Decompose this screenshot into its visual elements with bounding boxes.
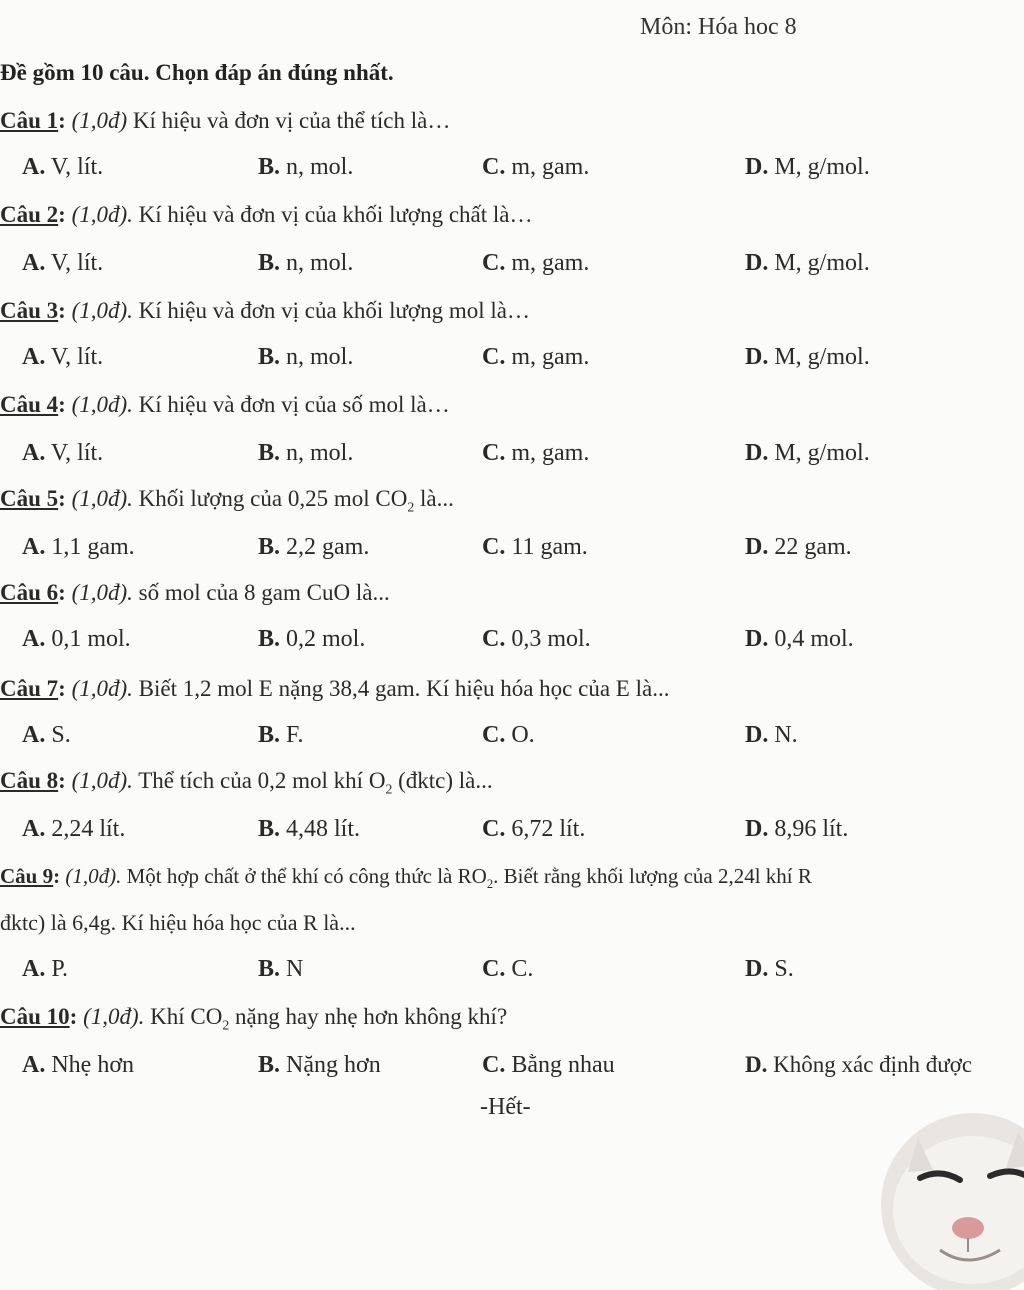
question-points: (1,0đ). <box>71 580 133 605</box>
option-c[interactable]: C. Bằng nhau <box>482 1052 615 1078</box>
question-text: Thể tích của 0,2 mol khí O <box>132 768 386 793</box>
option-d[interactable]: D. M, g/mol. <box>745 154 870 180</box>
question-text: Khí CO <box>144 1004 223 1029</box>
question-9-continuation: đktc) là 6,4g. Kí hiệu hóa học của R là... <box>0 910 356 935</box>
question-points: (1,0đ). <box>71 298 133 323</box>
question-number: Câu 1 <box>0 108 59 133</box>
question-6: Câu 6: (1,0đ). số mol của 8 gam CuO là... <box>0 580 390 605</box>
option-a[interactable]: A. V, lít. <box>22 344 104 370</box>
question-number: Câu 9 <box>0 864 54 888</box>
question-text: Kí hiệu và đơn vị của khối lượng mol là… <box>132 298 530 323</box>
question-10: Câu 10: (1,0đ). Khí $CO_2$ nặng hay nhẹ hơn không khí? <box>0 1004 508 1033</box>
option-a[interactable]: A. V, lít. <box>22 154 104 180</box>
option-d[interactable]: D. 0,4 mol. <box>745 626 854 652</box>
question-text: Kí hiệu và đơn vị của thể tích là… <box>127 108 451 133</box>
question-number: Câu 2 <box>0 202 59 227</box>
question-text: Kí hiệu và đơn vị của khối lượng chất là… <box>132 202 533 227</box>
option-d[interactable]: D. S. <box>745 956 794 982</box>
option-d[interactable]: D. 8,96 lít. <box>745 816 849 842</box>
question-points: (1,0đ). <box>65 864 122 888</box>
option-a[interactable]: A. Nhẹ hơn <box>22 1052 135 1078</box>
question-number: Câu 10 <box>0 1004 70 1029</box>
option-c[interactable]: C. m, gam. <box>482 154 590 180</box>
option-d[interactable]: D. Không xác định được <box>745 1052 973 1077</box>
option-d[interactable]: D. M, g/mol. <box>745 344 870 370</box>
question-8: Câu 8: (1,0đ). Thể tích của 0,2 mol khí $O_2$ (đktc) là... <box>0 768 493 797</box>
option-c[interactable]: C. m, gam. <box>482 250 590 276</box>
question-points: (1,0đ). <box>71 392 133 417</box>
option-b[interactable]: B. N <box>258 956 304 982</box>
option-b[interactable]: B. 4,48 lít. <box>258 816 361 842</box>
option-d[interactable]: D. M, g/mol. <box>745 250 870 276</box>
option-b[interactable]: B. n, mol. <box>258 344 354 370</box>
option-c[interactable]: C. 11 gam. <box>482 534 588 560</box>
question-number: Câu 4 <box>0 392 59 417</box>
question-text: Kí hiệu và đơn vị của số mol là… <box>132 392 450 417</box>
option-b[interactable]: B. F. <box>258 722 304 748</box>
option-c[interactable]: C. m, gam. <box>482 344 590 370</box>
instruction-text: Đề gồm 10 câu. Chọn đáp án đúng nhất. <box>0 60 394 85</box>
question-5: Câu 5: (1,0đ). Khối lượng của 0,25 mol $CO_2$ là... <box>0 486 454 515</box>
question-points: (1,0đ). <box>71 486 133 511</box>
question-points: (1,0đ). <box>71 676 133 701</box>
question-number: Câu 7 <box>0 676 59 701</box>
question-4: Câu 4: (1,0đ). Kí hiệu và đơn vị của số mol là… <box>0 392 450 417</box>
option-c[interactable]: C. O. <box>482 722 535 748</box>
question-text: số mol của 8 gam CuO là... <box>132 580 390 605</box>
end-marker: -Hết- <box>480 1094 531 1120</box>
option-d[interactable]: D. N. <box>745 722 798 748</box>
option-b[interactable]: B. n, mol. <box>258 440 354 466</box>
option-b[interactable]: B. n, mol. <box>258 154 354 180</box>
question-number: Câu 8 <box>0 768 59 793</box>
option-a[interactable]: A. V, lít. <box>22 250 104 276</box>
question-text: Biết 1,2 mol E nặng 38,4 gam. Kí hiệu hóa học của E là... <box>132 676 670 701</box>
option-b[interactable]: B. 2,2 gam. <box>258 534 370 560</box>
option-a[interactable]: A. 2,24 lít. <box>22 816 126 842</box>
option-a[interactable]: A. V, lít. <box>22 440 104 466</box>
question-1: Câu 1: (1,0đ) Kí hiệu và đơn vị của thể tích là… <box>0 108 451 133</box>
question-points: (1,0đ). <box>71 768 133 793</box>
subject-label: Môn: Hóa hoc 8 <box>640 14 797 40</box>
option-b[interactable]: B. 0,2 mol. <box>258 626 366 652</box>
question-points: (1,0đ). <box>71 202 133 227</box>
question-7: Câu 7: (1,0đ). Biết 1,2 mol E nặng 38,4 gam. Kí hiệu hóa học của E là... <box>0 676 670 701</box>
cat-sticker-image <box>878 1110 1024 1290</box>
question-number: Câu 6 <box>0 580 59 605</box>
question-number: Câu 5 <box>0 486 59 511</box>
option-b[interactable]: B. n, mol. <box>258 250 354 276</box>
option-a[interactable]: A. 1,1 gam. <box>22 534 135 560</box>
question-3: Câu 3: (1,0đ). Kí hiệu và đơn vị của khối lượng mol là… <box>0 298 530 323</box>
question-points: (1,0đ) <box>71 108 128 133</box>
question-text: Một hợp chất ở thể khí có công thức là RO <box>121 864 487 888</box>
option-b[interactable]: B. Nặng hơn <box>258 1052 381 1078</box>
option-a[interactable]: A. S. <box>22 722 71 748</box>
option-a[interactable]: A. P. <box>22 956 69 982</box>
question-9: Câu 9: (1,0đ). Một hợp chất ở thể khí có công thức là $RO_2$. Biết rằng khối lượng của 2,24l khí R <box>0 864 812 892</box>
option-c[interactable]: C. 0,3 mol. <box>482 626 591 652</box>
option-d[interactable]: D. 22 gam. <box>745 534 852 560</box>
option-d[interactable]: D. M, g/mol. <box>745 440 870 466</box>
question-text: Khối lượng của 0,25 mol CO <box>132 486 408 511</box>
option-a[interactable]: A. 0,1 mol. <box>22 626 131 652</box>
option-c[interactable]: C. m, gam. <box>482 440 590 466</box>
question-number: Câu 3 <box>0 298 59 323</box>
question-points: (1,0đ). <box>83 1004 145 1029</box>
question-2: Câu 2: (1,0đ). Kí hiệu và đơn vị của khối lượng chất là… <box>0 202 533 227</box>
option-c[interactable]: C. 6,72 lít. <box>482 816 586 842</box>
option-c[interactable]: C. C. <box>482 956 534 982</box>
